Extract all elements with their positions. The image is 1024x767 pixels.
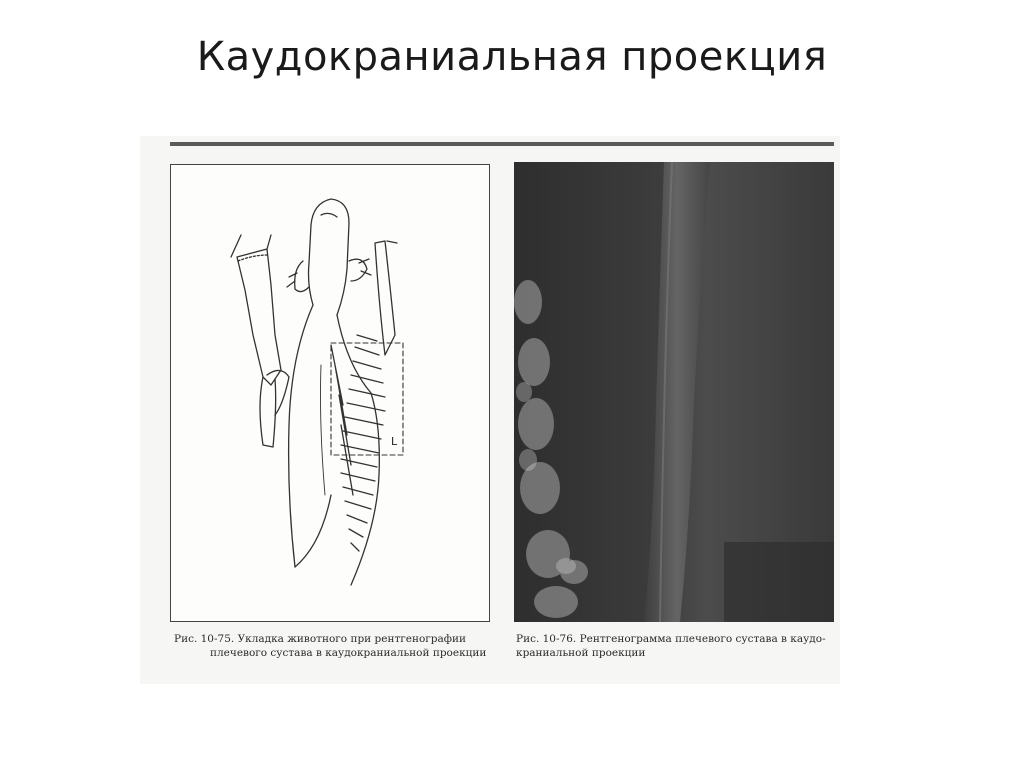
figure-caption-left <box>174 632 494 660</box>
figure-caption-right <box>516 632 834 660</box>
beam-marker-label: L <box>391 435 398 448</box>
scanned-page <box>140 136 840 684</box>
positioning-illustration <box>170 164 490 622</box>
caption-right-line-2: краниальной проекции <box>516 647 646 659</box>
caption-right-line-1: Рис. 10-76. Рентгенограмма плечевого сустава в каудо- <box>516 633 826 645</box>
slide-title: Каудокраниальная проекция <box>196 34 828 80</box>
caption-left-line-1: Рис. 10-75. Укладка животного при рентгенографии <box>174 633 466 645</box>
positioning-drawing <box>171 165 491 623</box>
caption-left-line-2: плечевого сустава в каудокраниальной проекции <box>210 647 487 659</box>
radiograph-image <box>514 162 834 622</box>
page-top-rule <box>170 142 834 146</box>
radiograph-drawing <box>514 162 834 622</box>
